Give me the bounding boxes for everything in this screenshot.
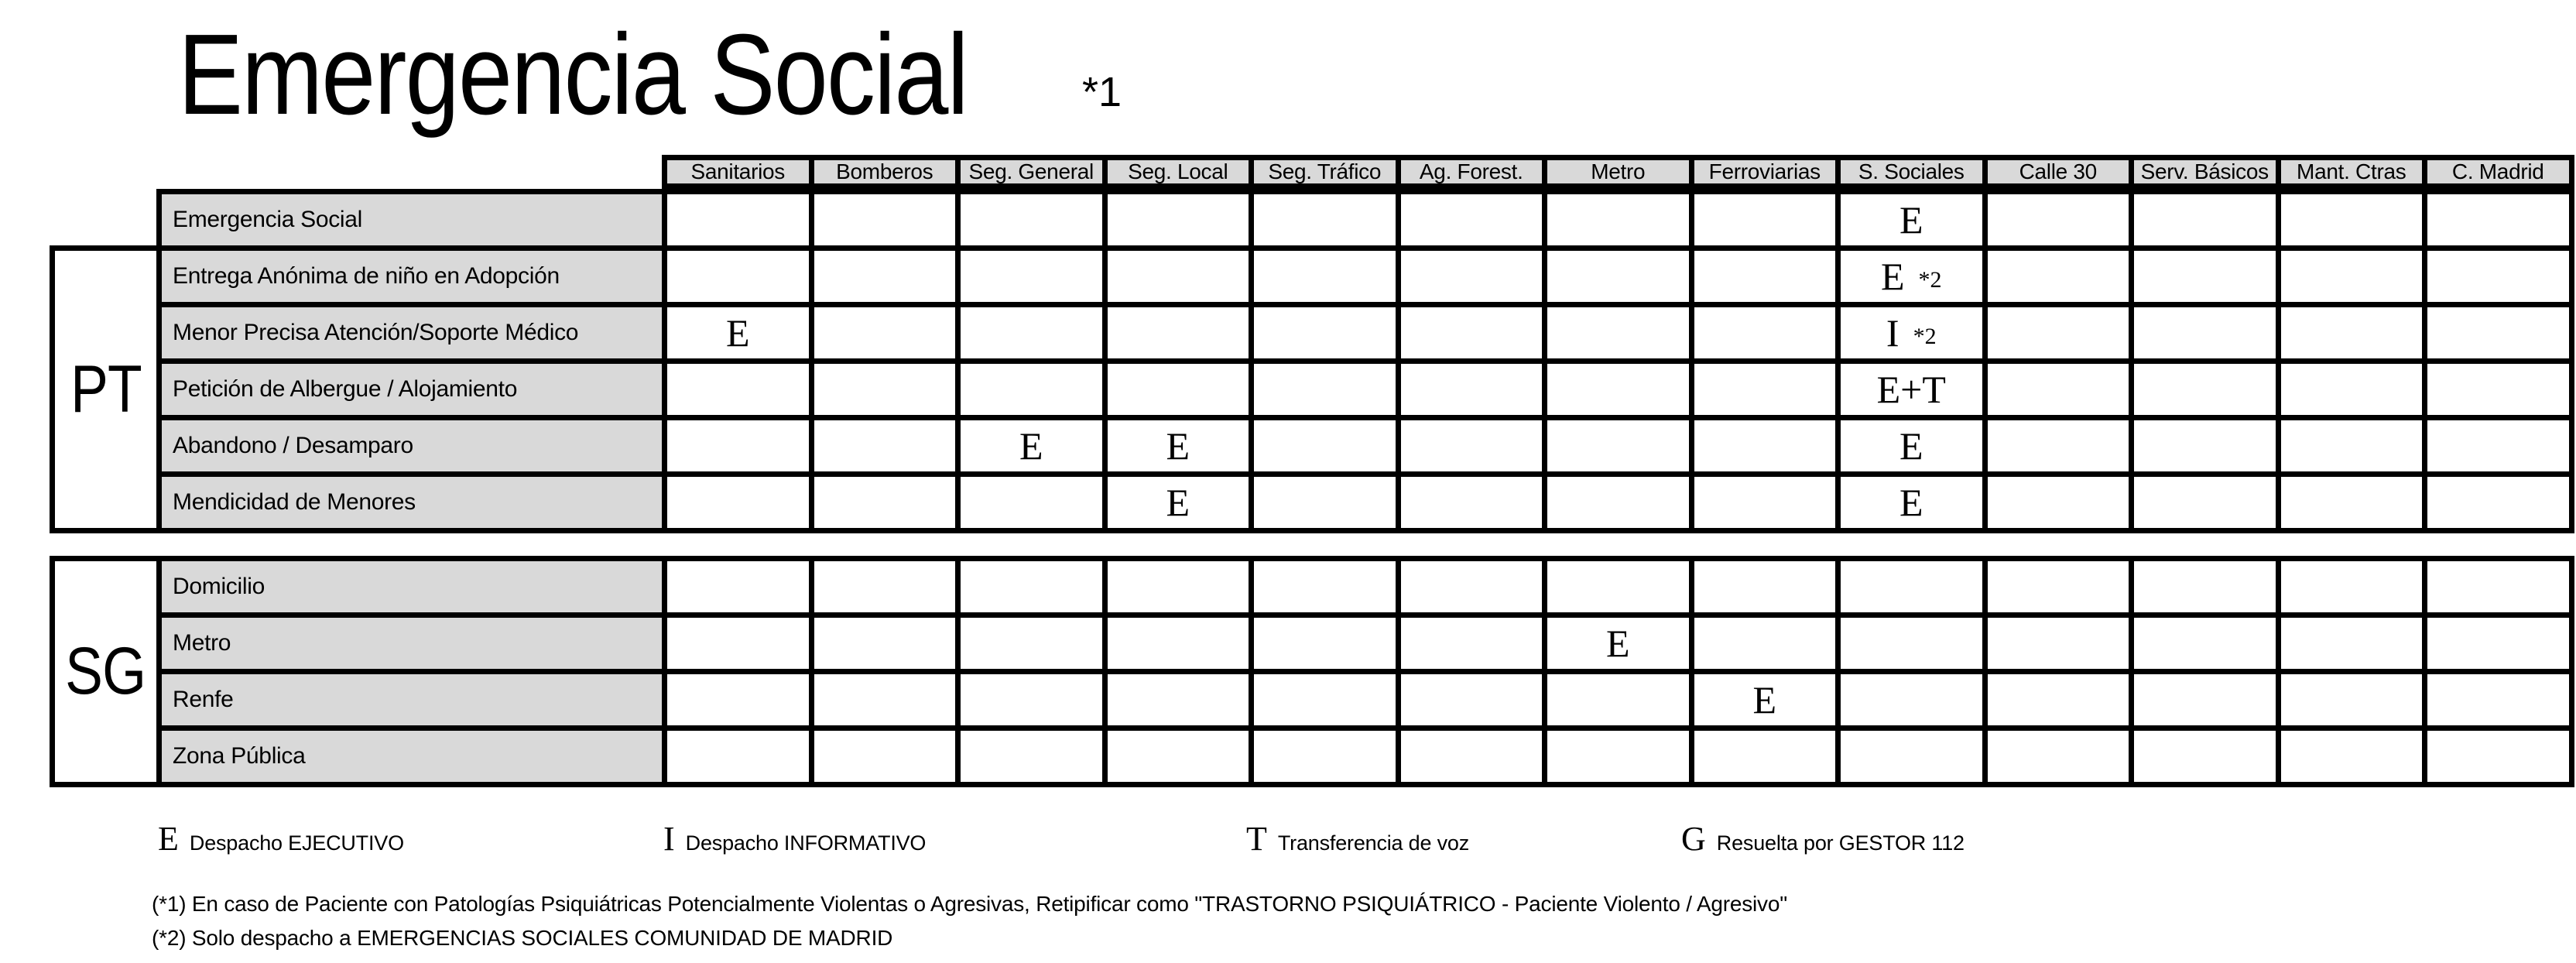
matrix-block-pt: [156, 189, 2574, 533]
column-header: Calle 30: [1988, 160, 2129, 183]
matrix-cell: [667, 420, 809, 471]
matrix-cell: [1547, 618, 1689, 669]
matrix-cell: [1694, 251, 1836, 302]
matrix-cell: [667, 194, 809, 245]
matrix-cell: [1108, 194, 1249, 245]
matrix-cell: [2427, 731, 2569, 782]
matrix-cell: [2281, 307, 2423, 358]
legend: [0, 808, 2576, 862]
matrix-cell: [1108, 561, 1249, 612]
row-label: Menor Precisa Atención/Soporte Médico: [162, 307, 662, 358]
column-header: C. Madrid: [2427, 160, 2569, 183]
matrix-cell: [1254, 731, 1396, 782]
legend-item: [1246, 819, 1469, 858]
matrix-cell: [667, 674, 809, 725]
matrix-cell: [2427, 561, 2569, 612]
footnote: (*1) En caso de Paciente con Patologías Psiquiátricas Potencialmente Violentas o Agresivas, Retipificar como "TRASTORNO PSIQUIÁTRICO - Paciente Violento / Agresivo": [152, 892, 1787, 916]
matrix-cell: [1401, 477, 1543, 528]
matrix-cell: [1694, 477, 1836, 528]
legend-item: [1681, 819, 1965, 858]
matrix-cell: [2427, 477, 2569, 528]
column-header: S. Sociales: [1841, 160, 1982, 183]
matrix-cell: [2281, 731, 2423, 782]
matrix-cell: [1254, 307, 1396, 358]
column-header: Seg. Tráfico: [1254, 160, 1396, 183]
matrix-cell: [2281, 420, 2423, 471]
legend-text: Despacho EJECUTIVO: [189, 831, 404, 855]
dispatch-mark: E: [1899, 198, 1923, 242]
matrix-cell: [1401, 674, 1543, 725]
column-header: Ag. Forest.: [1401, 160, 1543, 183]
matrix-cell: [2134, 674, 2276, 725]
footnotes: [152, 887, 1787, 955]
matrix-cell: [961, 251, 1102, 302]
matrix-cell: [2281, 194, 2423, 245]
matrix-cell: [2427, 194, 2569, 245]
legend-letter: I: [663, 820, 675, 858]
matrix-cell: [1254, 674, 1396, 725]
column-header: Sanitarios: [667, 160, 809, 183]
column-header: Mant. Ctras: [2281, 160, 2423, 183]
dispatch-mark-footnote-ref: *2: [1918, 267, 1942, 293]
dispatch-mark: E: [1752, 678, 1777, 721]
matrix-cell: [1841, 674, 1982, 725]
matrix-cell: [814, 731, 956, 782]
matrix-cell: [1988, 674, 2129, 725]
column-header: Seg. Local: [1108, 160, 1249, 183]
page-title: Emergencia Social: [178, 11, 968, 139]
matrix-cell: [2281, 477, 2423, 528]
matrix-cell: [1988, 618, 2129, 669]
matrix-cell: [1694, 561, 1836, 612]
column-header: Metro: [1547, 160, 1689, 183]
matrix-cell: [1254, 364, 1396, 415]
column-header: Serv. Básicos: [2134, 160, 2276, 183]
row-label: Abandono / Desamparo: [162, 420, 662, 471]
group-bracket-sg: [50, 556, 162, 787]
matrix-cell: [1694, 307, 1836, 358]
row-label: Mendicidad de Menores: [162, 477, 662, 528]
matrix-cell: [1841, 251, 1982, 302]
group-bracket-pt: [50, 245, 162, 533]
matrix-cell: [667, 618, 809, 669]
matrix-cell: [1988, 364, 2129, 415]
matrix-cell: [1547, 307, 1689, 358]
matrix-cell: [1108, 731, 1249, 782]
matrix-cell: [1108, 307, 1249, 358]
dispatch-mark: I: [1886, 311, 1899, 355]
matrix-cell: [2427, 364, 2569, 415]
dispatch-mark: E: [1166, 481, 1190, 524]
matrix-cell: [2134, 618, 2276, 669]
matrix-cell: [1694, 731, 1836, 782]
dispatch-mark: E: [1019, 424, 1043, 468]
matrix-cell: [961, 561, 1102, 612]
dispatch-mark: E: [725, 311, 750, 355]
matrix-cell: [1254, 420, 1396, 471]
matrix-cell: [1401, 618, 1543, 669]
matrix-cell: [814, 364, 956, 415]
matrix-cell: [2281, 251, 2423, 302]
legend-letter: T: [1246, 820, 1267, 858]
matrix-cell: [814, 307, 956, 358]
matrix-cell: [961, 731, 1102, 782]
row-label: Zona Pública: [162, 731, 662, 782]
matrix-cell: [2427, 674, 2569, 725]
matrix-cell: [2427, 251, 2569, 302]
matrix-cell: [1254, 477, 1396, 528]
matrix-cell: [814, 477, 956, 528]
matrix-cell: [2134, 477, 2276, 528]
matrix-cell: [1401, 561, 1543, 612]
row-label: Metro: [162, 618, 662, 669]
matrix-cell: [1401, 364, 1543, 415]
matrix-cell: [2427, 618, 2569, 669]
matrix-cell: [814, 561, 956, 612]
matrix-cell: [1108, 251, 1249, 302]
matrix-cell: [1841, 477, 1982, 528]
dispatch-mark-footnote-ref: *2: [1913, 324, 1937, 349]
matrix-cell: [2281, 674, 2423, 725]
matrix-cell: [961, 674, 1102, 725]
matrix-cell: [1547, 251, 1689, 302]
legend-letter: G: [1681, 820, 1706, 858]
matrix-cell: [1694, 674, 1836, 725]
matrix-cell: [1547, 731, 1689, 782]
matrix-cell: [2134, 307, 2276, 358]
matrix-cell: [1694, 194, 1836, 245]
matrix-cell: [1401, 251, 1543, 302]
dispatch-mark: E: [1880, 255, 1905, 298]
matrix-cell: [1254, 194, 1396, 245]
row-label: Emergencia Social: [162, 194, 662, 245]
matrix-cell: [1988, 194, 2129, 245]
legend-text: Transferencia de voz: [1277, 831, 1470, 855]
matrix-cell: [667, 731, 809, 782]
matrix-cell: [2281, 561, 2423, 612]
matrix-cell: [961, 307, 1102, 358]
matrix-cell: [1694, 420, 1836, 471]
matrix-cell: [814, 194, 956, 245]
row-label: Entrega Anónima de niño en Adopción: [162, 251, 662, 302]
title-footnote-ref: *1: [1082, 69, 1122, 115]
matrix-cell: [667, 251, 809, 302]
row-label: Petición de Albergue / Alojamiento: [162, 364, 662, 415]
matrix-cell: [2134, 194, 2276, 245]
matrix-cell: [1988, 561, 2129, 612]
matrix-cell: [1401, 731, 1543, 782]
group-label-pt: PT: [70, 351, 142, 427]
matrix-cell: [1694, 364, 1836, 415]
matrix-cell: [1108, 420, 1249, 471]
matrix-cell: [1841, 194, 1982, 245]
matrix-cell: [961, 477, 1102, 528]
matrix-cell: [1547, 674, 1689, 725]
matrix-cell: [667, 307, 809, 358]
matrix-cell: [2281, 364, 2423, 415]
legend-item: [663, 819, 926, 858]
legend-text: Despacho INFORMATIVO: [685, 831, 927, 855]
matrix-cell: [961, 618, 1102, 669]
matrix-cell: [1108, 674, 1249, 725]
matrix-cell: [1841, 731, 1982, 782]
dispatch-mark: E+T: [1876, 368, 1946, 411]
matrix-cell: [1988, 477, 2129, 528]
matrix-cell: [1108, 364, 1249, 415]
matrix-cell: [1694, 618, 1836, 669]
matrix-cell: [2427, 420, 2569, 471]
matrix-cell: [1547, 561, 1689, 612]
matrix-block-sg: [156, 556, 2574, 787]
matrix-cell: [2281, 618, 2423, 669]
group-label-sg: SG: [65, 634, 146, 708]
matrix-cell: [961, 194, 1102, 245]
matrix-cell: [1547, 477, 1689, 528]
column-header: Ferroviarias: [1694, 160, 1836, 183]
matrix-cell: [1108, 477, 1249, 528]
matrix-cell: [667, 364, 809, 415]
column-header: Bomberos: [814, 160, 956, 183]
matrix-cell: [2427, 307, 2569, 358]
row-label: Renfe: [162, 674, 662, 725]
matrix-cell: [814, 618, 956, 669]
legend-item: [158, 819, 404, 858]
legend-text: Resuelta por GESTOR 112: [1716, 831, 1965, 855]
matrix-cell: [2134, 731, 2276, 782]
row-label: Domicilio: [162, 561, 662, 612]
matrix-cell: [1988, 251, 2129, 302]
footnote: (*2) Solo despacho a EMERGENCIAS SOCIALES COMUNIDAD DE MADRID: [152, 926, 893, 950]
matrix-cell: [1988, 307, 2129, 358]
legend-letter: E: [158, 820, 179, 858]
matrix-cell: [1988, 420, 2129, 471]
matrix-cell: [1401, 307, 1543, 358]
matrix-cell: [1988, 731, 2129, 782]
matrix-cell: [1401, 420, 1543, 471]
matrix-cell: [1254, 251, 1396, 302]
matrix-cell: [1108, 618, 1249, 669]
matrix-cell: [1547, 420, 1689, 471]
matrix-cell: [1841, 618, 1982, 669]
matrix-cell: [1254, 618, 1396, 669]
matrix-cell: [667, 477, 809, 528]
dispatch-mark: E: [1899, 481, 1923, 524]
column-header: Seg. General: [961, 160, 1102, 183]
matrix-cell: [1401, 194, 1543, 245]
column-headers: [662, 155, 2574, 189]
matrix-cell: [1547, 364, 1689, 415]
matrix-cell: [1841, 364, 1982, 415]
matrix-cell: [814, 420, 956, 471]
dispatch-mark: E: [1605, 622, 1630, 665]
matrix-cell: [814, 674, 956, 725]
matrix-cell: [2134, 251, 2276, 302]
dispatch-mark: E: [1899, 424, 1923, 468]
matrix-cell: [2134, 420, 2276, 471]
dispatch-mark: E: [1166, 424, 1190, 468]
matrix-cell: [2134, 561, 2276, 612]
matrix-cell: [1254, 561, 1396, 612]
matrix-cell: [1547, 194, 1689, 245]
matrix-cell: [1841, 307, 1982, 358]
matrix-cell: [961, 364, 1102, 415]
matrix-cell: [961, 420, 1102, 471]
matrix-cell: [1841, 420, 1982, 471]
matrix-cell: [814, 251, 956, 302]
matrix-cell: [667, 561, 809, 612]
matrix-cell: [1841, 561, 1982, 612]
matrix-cell: [2134, 364, 2276, 415]
